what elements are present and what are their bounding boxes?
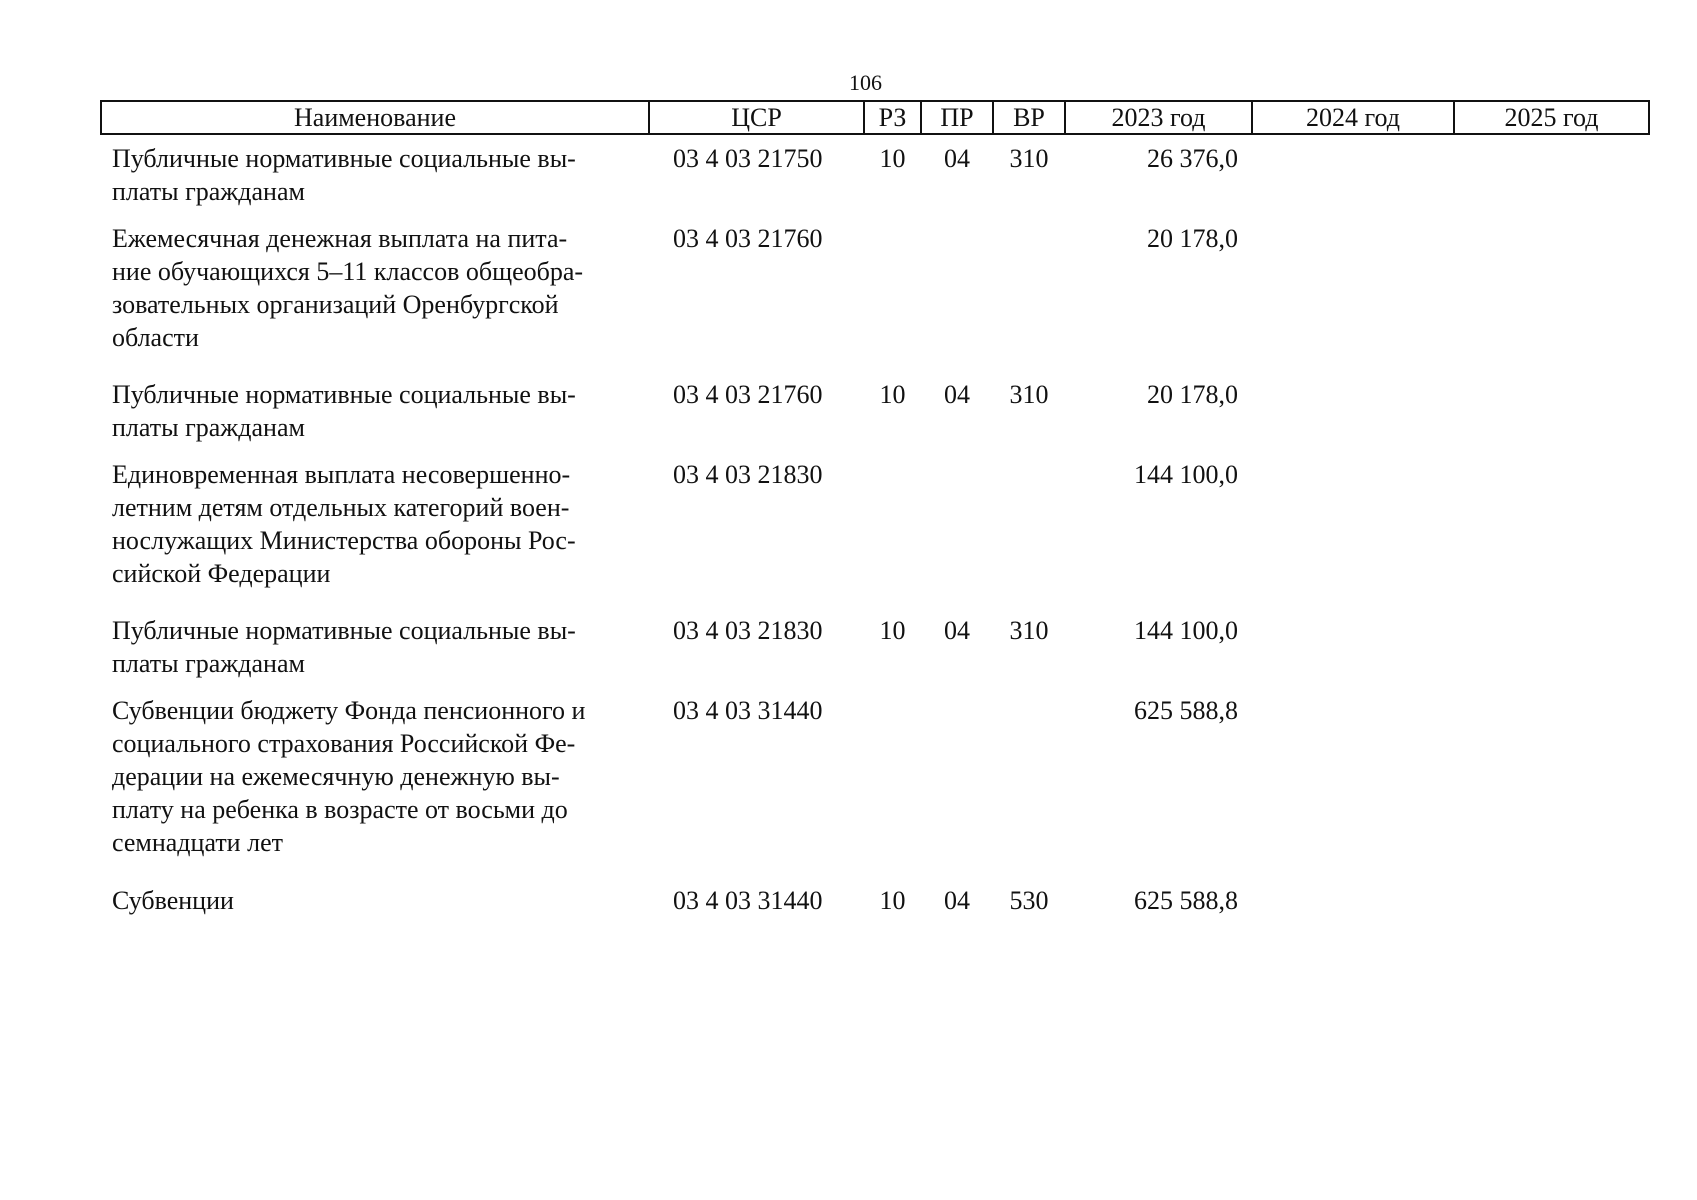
row-2023: 625 588,8 bbox=[1134, 886, 1238, 915]
row-2025 bbox=[1454, 877, 1649, 924]
row-2024 bbox=[1252, 371, 1454, 451]
page-number: 106 bbox=[849, 70, 882, 95]
row-pr bbox=[921, 451, 993, 607]
row-pr: 04 bbox=[944, 380, 970, 409]
row-name bbox=[101, 215, 649, 371]
row-2023: 625 588,8 bbox=[1134, 696, 1238, 725]
row-pr: 04 bbox=[944, 886, 970, 915]
row-rz: 10 bbox=[879, 886, 906, 915]
row-vr bbox=[993, 687, 1065, 877]
table-row bbox=[101, 607, 1649, 687]
budget-table bbox=[100, 100, 1650, 924]
row-rz: 10 bbox=[879, 616, 906, 645]
row-name bbox=[101, 134, 649, 215]
row-name bbox=[101, 451, 649, 607]
row-2024 bbox=[1252, 607, 1454, 687]
row-2023: 144 100,0 bbox=[1134, 616, 1238, 645]
row-rz bbox=[864, 451, 921, 607]
row-2024 bbox=[1252, 877, 1454, 924]
row-rz bbox=[864, 215, 921, 371]
row-name bbox=[101, 607, 649, 687]
row-name bbox=[101, 877, 649, 924]
row-2025 bbox=[1454, 371, 1649, 451]
row-name-line: летним детям отдельных категорий воен- bbox=[112, 493, 570, 522]
row-name-line: Единовременная выплата несовершенно- bbox=[112, 460, 571, 489]
row-2025 bbox=[1454, 215, 1649, 371]
table-header-row bbox=[101, 101, 1649, 134]
row-pr: 04 bbox=[944, 144, 970, 173]
row-name-line: плату на ребенка в возрасте от восьми до bbox=[112, 795, 568, 824]
row-name-line: Публичные нормативные социальные вы- bbox=[112, 616, 576, 645]
row-2025 bbox=[1454, 451, 1649, 607]
row-2025 bbox=[1454, 607, 1649, 687]
table-row bbox=[101, 215, 1649, 371]
row-2023: 26 376,0 bbox=[1147, 144, 1238, 173]
table-row bbox=[101, 134, 1649, 215]
row-vr bbox=[993, 451, 1065, 607]
row-name-line: платы гражданам bbox=[112, 649, 305, 678]
row-rz bbox=[864, 687, 921, 877]
header-vr: ВР bbox=[993, 101, 1065, 134]
row-name-line: Субвенции bbox=[112, 886, 234, 915]
row-2024 bbox=[1252, 215, 1454, 371]
header-rz: РЗ bbox=[864, 101, 921, 134]
row-csr: 03 4 03 21830 bbox=[673, 616, 823, 645]
row-2023: 144 100,0 bbox=[1134, 460, 1238, 489]
row-csr: 03 4 03 21750 bbox=[673, 144, 823, 173]
row-rz: 10 bbox=[879, 144, 906, 173]
row-pr bbox=[921, 215, 993, 371]
row-name-line: семнадцати лет bbox=[112, 828, 283, 857]
row-vr: 530 bbox=[1009, 886, 1049, 915]
row-name-line: области bbox=[112, 323, 199, 352]
row-name bbox=[101, 371, 649, 451]
row-name-line: нослужащих Министерства обороны Рос- bbox=[112, 526, 576, 555]
header-csr: ЦСР bbox=[649, 101, 864, 134]
header-pr: ПР bbox=[921, 101, 993, 134]
row-csr: 03 4 03 31440 bbox=[673, 696, 823, 725]
row-2025 bbox=[1454, 134, 1649, 215]
row-name-line: Публичные нормативные социальные вы- bbox=[112, 144, 576, 173]
header-name: Наименование bbox=[101, 101, 649, 134]
row-vr: 310 bbox=[1009, 616, 1049, 645]
row-2024 bbox=[1252, 687, 1454, 877]
row-2025 bbox=[1454, 687, 1649, 877]
row-csr: 03 4 03 31440 bbox=[673, 886, 823, 915]
row-name-line: зовательных организаций Оренбургской bbox=[112, 290, 559, 319]
row-csr: 03 4 03 21830 bbox=[673, 460, 823, 489]
table-row bbox=[101, 451, 1649, 607]
table-row bbox=[101, 877, 1649, 924]
row-vr: 310 bbox=[1009, 144, 1049, 173]
row-vr: 310 bbox=[1009, 380, 1049, 409]
row-name-line: дерации на ежемесячную денежную вы- bbox=[112, 762, 560, 791]
row-pr: 04 bbox=[944, 616, 970, 645]
table-row bbox=[101, 371, 1649, 451]
row-name-line: социального страхования Российской Фе- bbox=[112, 729, 576, 758]
table-row bbox=[101, 687, 1649, 877]
row-pr bbox=[921, 687, 993, 877]
row-rz: 10 bbox=[879, 380, 906, 409]
header-year-2023: 2023 год bbox=[1065, 101, 1252, 134]
row-name-line: ние обучающихся 5–11 классов общеобра- bbox=[112, 257, 584, 286]
row-name-line: Публичные нормативные социальные вы- bbox=[112, 380, 576, 409]
row-2023: 20 178,0 bbox=[1147, 380, 1238, 409]
row-2024 bbox=[1252, 134, 1454, 215]
header-year-2025: 2025 год bbox=[1454, 101, 1649, 134]
row-name-line: сийской Федерации bbox=[112, 559, 331, 588]
row-vr bbox=[993, 215, 1065, 371]
row-name-line: Ежемесячная денежная выплата на пита- bbox=[112, 224, 568, 253]
row-name bbox=[101, 687, 649, 877]
header-year-2024: 2024 год bbox=[1252, 101, 1454, 134]
row-2023: 20 178,0 bbox=[1147, 224, 1238, 253]
row-name-line: Субвенции бюджету Фонда пенсионного и bbox=[112, 696, 586, 725]
row-2024 bbox=[1252, 451, 1454, 607]
row-csr: 03 4 03 21760 bbox=[673, 380, 823, 409]
row-name-line: платы гражданам bbox=[112, 413, 305, 442]
row-name-line: платы гражданам bbox=[112, 177, 305, 206]
row-csr: 03 4 03 21760 bbox=[673, 224, 823, 253]
